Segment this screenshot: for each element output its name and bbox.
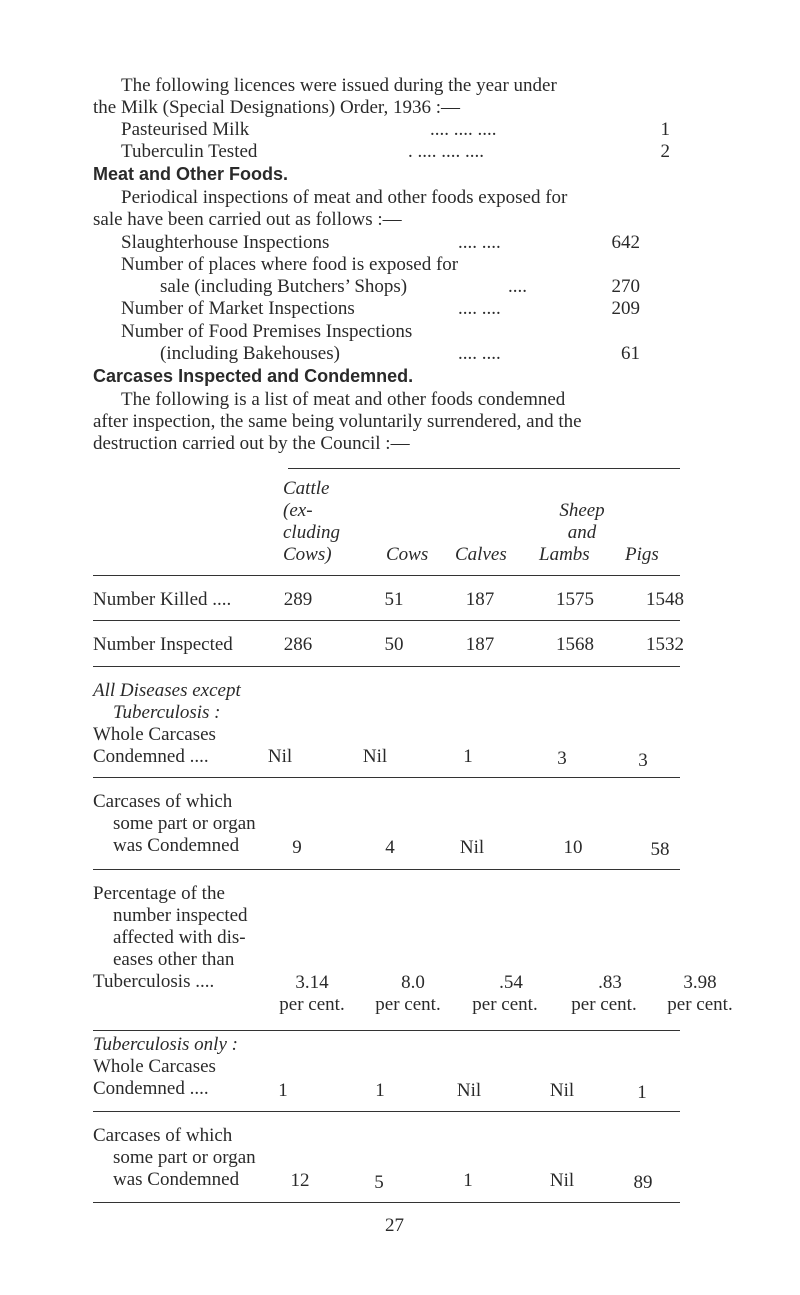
table-cell: 1 (278, 1080, 288, 1101)
carcases-line-1: The following is a list of meat and other foods condemned (121, 389, 566, 410)
table-cell: 3 (557, 748, 567, 769)
row-label: Number Killed .... (93, 589, 232, 610)
table-cell: 10 (563, 837, 583, 858)
table-cell: 50 (384, 634, 404, 655)
row-label: Carcases of which some part or organ was Condemned (93, 791, 256, 856)
col-header-lambs: Lambs (539, 544, 590, 565)
table-rule (93, 777, 680, 778)
table-cell: 5 (374, 1172, 384, 1193)
table-cell: 89 (633, 1172, 653, 1193)
table-cell: 3 (638, 750, 648, 771)
col-header-pigs: Pigs (625, 544, 659, 565)
table-rule (93, 1030, 680, 1031)
inspection-label: Number of places where food is exposed for (121, 254, 459, 275)
row-label: Carcases of which some part or organ was Condemned (93, 1125, 256, 1190)
licence-value-pasteurised: 1 (660, 119, 670, 140)
table-cell: 8.0 (401, 972, 425, 993)
table-rule (93, 666, 680, 667)
table-cell: 58 (650, 839, 670, 860)
table-cell: Nil (459, 837, 485, 858)
section-heading-carcases: Carcases Inspected and Condemned. (93, 366, 414, 386)
table-cell: Nil (549, 1080, 575, 1101)
table-cell: 1 (463, 1170, 473, 1191)
carcases-line-3: destruction carried out by the Council :— (93, 433, 410, 454)
inspection-label: Number of Food Premises Inspections (121, 321, 413, 342)
col-header-cows: Cows (386, 544, 429, 565)
unit-label: per cent. (375, 994, 441, 1015)
col-header-sheep: Sheep and (559, 500, 605, 543)
table-cell: 1568 (556, 634, 594, 655)
table-cell: 187 (465, 589, 495, 610)
table-cell: Nil (549, 1170, 575, 1191)
unit-label: per cent. (667, 994, 733, 1015)
licence-label-tuberculin: Tuberculin Tested (121, 141, 258, 162)
table-cell: 3.14 (295, 972, 329, 993)
table-rule (93, 575, 680, 576)
table-cell: 1 (375, 1080, 385, 1101)
table-cell: .83 (598, 972, 622, 993)
table-cell: .54 (499, 972, 523, 993)
table-cell: 3.98 (683, 972, 717, 993)
col-header-calves: Calves (455, 544, 507, 565)
inspection-dots: .... (508, 276, 527, 297)
licence-dots: . .... .... .... (408, 141, 484, 162)
col-header-cattle: Cattle (ex- cluding Cows) (283, 478, 340, 565)
meat-line-2: sale have been carried out as follows :— (93, 209, 402, 230)
table-rule (93, 620, 680, 621)
inspection-label-cont: (including Bakehouses) (160, 343, 340, 364)
row-label: Number Inspected (93, 634, 233, 655)
table-cell: 286 (283, 634, 313, 655)
row-label: Tuberculosis only : Whole Carcases Condemned .... (93, 1034, 238, 1099)
meat-line-1: Periodical inspections of meat and other foods exposed for (121, 187, 568, 208)
table-rule (93, 1111, 680, 1112)
table-cell: 1575 (556, 589, 594, 610)
table-cell: 4 (385, 837, 395, 858)
table-cell: 187 (465, 634, 495, 655)
table-rule (93, 869, 680, 870)
table-cell: 289 (283, 589, 313, 610)
table-rule (288, 468, 680, 469)
page-number: 27 (385, 1215, 404, 1236)
inspection-label-cont: sale (including Butchers’ Shops) (160, 276, 408, 297)
table-cell: 1532 (646, 634, 684, 655)
row-label: Percentage of the number inspected affected with dis- eases other than Tuberculosis .... (93, 883, 248, 992)
inspection-label: Slaughterhouse Inspections (121, 232, 330, 253)
table-cell: Nil (362, 746, 388, 767)
inspection-value: 642 (611, 232, 640, 253)
licence-label-pasteurised: Pasteurised Milk (121, 119, 250, 140)
table-cell: 1 (637, 1082, 647, 1103)
unit-label: per cent. (279, 994, 345, 1015)
inspection-dots: .... .... (458, 343, 501, 364)
table-cell: 51 (384, 589, 404, 610)
unit-label: per cent. (571, 994, 637, 1015)
inspection-value: 61 (621, 343, 640, 364)
inspection-label: Number of Market Inspections (121, 298, 355, 319)
table-rule (93, 1202, 680, 1203)
inspection-dots: .... .... (458, 232, 501, 253)
table-cell: 12 (290, 1170, 310, 1191)
row-label: All Diseases except Tuberculosis : Whole Carcases Condemned .... (93, 680, 241, 767)
intro-line-1: The following licences were issued during the year under (121, 75, 557, 96)
licence-value-tuberculin: 2 (660, 141, 670, 162)
inspection-value: 209 (611, 298, 640, 319)
licence-dots: .... .... .... (430, 119, 497, 140)
unit-label: per cent. (472, 994, 538, 1015)
inspection-dots: .... .... (458, 298, 501, 319)
table-cell: 1548 (646, 589, 684, 610)
section-heading-meat: Meat and Other Foods. (93, 164, 289, 184)
intro-line-2: the Milk (Special Designations) Order, 1936 :— (93, 97, 461, 118)
carcases-line-2: after inspection, the same being voluntarily surrendered, and the (93, 411, 582, 432)
inspection-value: 270 (611, 276, 640, 297)
table-cell: 1 (463, 746, 473, 767)
table-cell: Nil (456, 1080, 482, 1101)
table-cell: 9 (292, 837, 302, 858)
table-cell: Nil (267, 746, 293, 767)
